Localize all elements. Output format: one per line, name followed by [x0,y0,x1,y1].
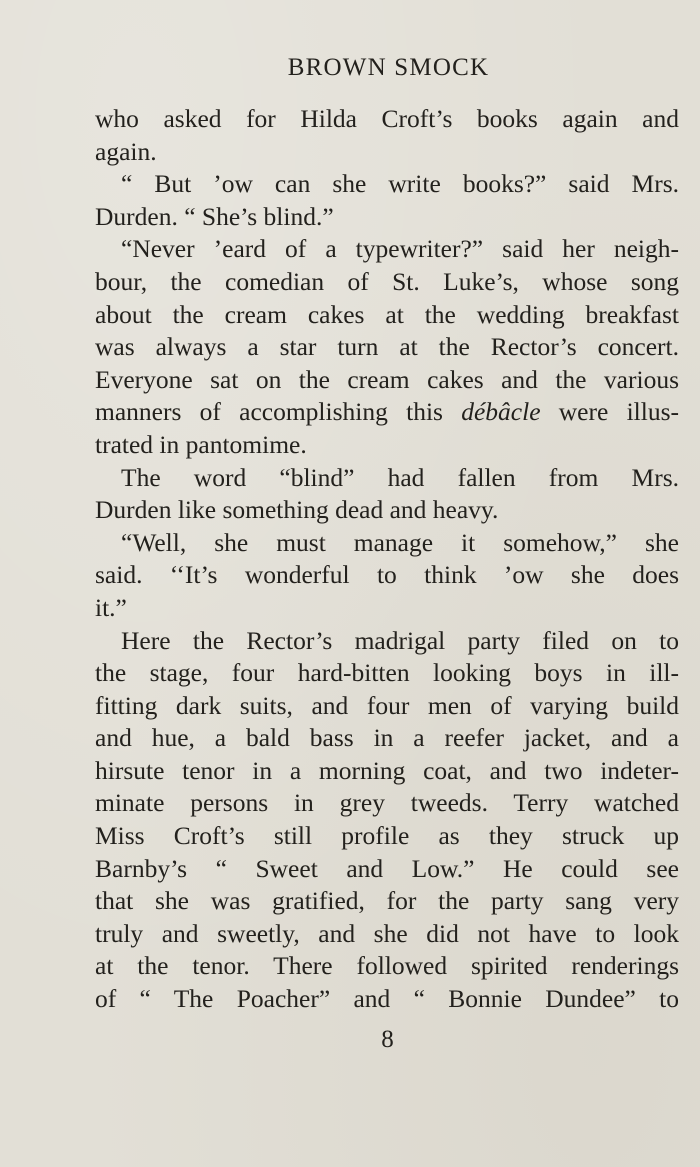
text-line: again. [95,136,157,166]
text-line: truly and sweetly, and she did not have to look [95,918,679,948]
text-segment: manners of accomplishing this [95,397,462,427]
page-number: 8 [381,1026,394,1053]
text-line: “Well, she must manage it somehow,” she [121,527,679,557]
text-line: and hue, a bald bass in a reefer jacket, and a [95,723,679,753]
text-line: Barnby’s “ Sweet and Low.” He could see [95,853,679,883]
text-line: of “ The Poacher” and “ Bonnie Dundee” to [95,984,679,1014]
text-line: Durden. “ She’s blind.” [95,201,334,231]
text-line: bour, the comedian of St. Luke’s, whose song [95,266,679,296]
running-head: BROWN SMOCK [287,54,490,81]
text-line: Here the Rector’s madrigal party filed on to [121,625,679,655]
text-line: Everyone sat on the cream cakes and the various [95,364,679,394]
text-line: minate persons in grey tweeds. Terry watched [95,788,679,818]
text-line: Miss Croft’s still profile as they struck up [95,821,679,851]
text-line: at the tenor. There followed spirited renderings [95,951,679,981]
text-line: Durden like something dead and heavy. [95,495,499,525]
text-line: The word “blind” had fallen from Mrs. [121,462,679,492]
text-line: trated in pantomime. [95,429,307,459]
text-line: about the cream cakes at the wedding breakfast [95,299,679,329]
text-line: was always a star turn at the Rector’s concert. [95,332,679,362]
text-line: who asked for Hilda Croft’s books again and [95,104,679,133]
text-line: “Never ’eard of a typewriter?” said her neigh- [121,234,679,264]
text-line: “ But ’ow can she write books?” said Mrs. [121,169,679,199]
text-line: that she was gratified, for the party sang very [95,886,679,916]
text-line: the stage, four hard-bitten looking boys in ill- [95,658,679,688]
italic-word: débâcle [461,397,541,427]
text-line: said. ‘‘It’s wonderful to think ’ow she does [95,560,679,590]
body-text [95,103,679,1016]
text-line: hirsute tenor in a morning coat, and two indeter- [95,755,679,785]
text-line: fitting dark suits, and four men of varying build [95,690,679,720]
text-line [95,396,679,429]
text-segment: were illus- [540,397,679,427]
text-line: it.” [95,592,127,622]
